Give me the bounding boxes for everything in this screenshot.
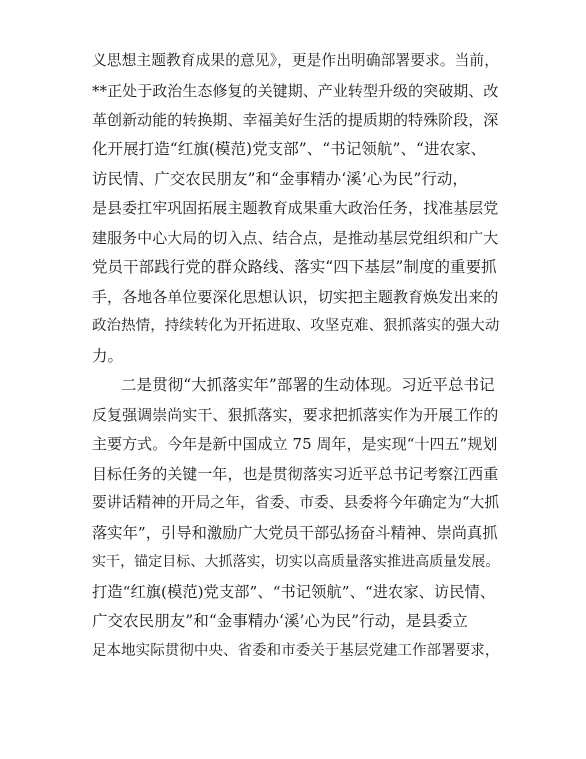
text-line: 主要方式。今年是新中国成立 75 周年，是实现“十四五”规划 (92, 435, 498, 453)
text-line: 实干，锚定目标、大抓落实，切实以高质量落实推进高质量发展。 (92, 554, 500, 570)
text-line: 建服务中心大局的切入点、结合点，是推动基层党组织和广大 (92, 229, 499, 247)
text-line: 力。 (92, 347, 124, 365)
text-line: 化开展打造“红旗(模范)党支部”、“书记领航”、“进农家、 (92, 140, 487, 158)
text-line: **正处于政治生态修复的关键期、产业转型升级的突破期、改 (92, 82, 499, 100)
text-line: 打造“红旗(模范)党支部”、“书记领航”、“进农家、访民情、 (92, 583, 496, 601)
text-line: 政治热情，持续转化为开拓进取、攻坚克难、狠抓落实的强大动 (92, 318, 500, 334)
text-line: 访民情、广交农民朋友”和“金事精办‘溪’心为民”行动， (92, 170, 468, 188)
text-line: 义思想主题教育成果的意见》，更是作出明确部署要求。当前， (92, 52, 500, 69)
text-line: 手，各地各单位要深化思想认识，切实把主题教育焕发出来的 (92, 288, 499, 306)
text-line: 广交农民朋友”和“金事精办‘溪’心为民”行动，是县委立 (92, 612, 468, 630)
text-line: 二是贯彻“大抓落实年”部署的生动体现。习近平总书记 (121, 376, 495, 394)
text-line: 落实年”，引导和激励广大党员干部弘扬奋斗精神、崇尚真抓 (92, 524, 498, 542)
text-line: 革创新动能的转换期、幸福美好生活的提质期的特殊阶段，深 (92, 111, 499, 129)
text-line: 党员干部践行党的群众路线、落实“四下基层”制度的重要抓 (92, 258, 497, 276)
text-line: 要讲话精神的开局之年，省委、市委、县委将今年确定为“大抓 (92, 494, 500, 511)
text-line: 是县委扛牢巩固拓展主题教育成果重大政治任务，找准基层党 (92, 199, 499, 217)
text-line: 目标任务的关键一年，也是贯彻落实习近平总书记考察江西重 (92, 465, 499, 483)
text-line: 足本地实际贯彻中央、省委和市委关于基层党建工作部署要求， (92, 643, 500, 659)
text-line: 反复强调崇尚实干、狠抓落实，要求把抓落实作为开展工作的 (92, 406, 499, 424)
